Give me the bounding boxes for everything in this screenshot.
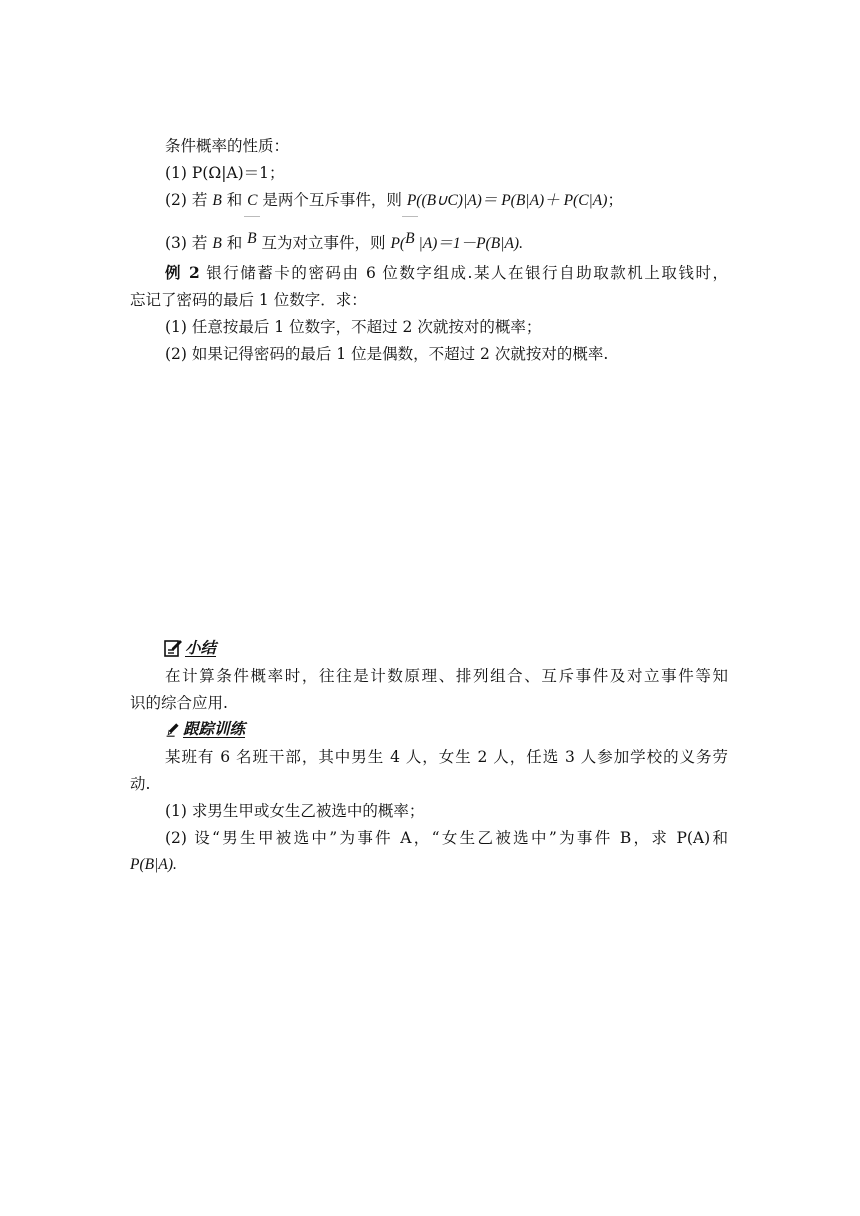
property-heading: 条件概率的性质：: [165, 137, 290, 155]
summary-title: 小结: [185, 638, 217, 657]
practice-title: 跟踪训练: [183, 719, 246, 738]
property-3-rest: |A)＝1－P(B|A).: [414, 235, 523, 252]
practice-line1: 某班有 6 名班干部，其中男生 4 人，女生 2 人，任选 3 人参加学校的义务劳: [165, 748, 728, 766]
overline: [402, 216, 417, 217]
property-2-prefix: (2) 若: [165, 191, 213, 209]
practice-question-2-line2: P(B|A).: [130, 856, 177, 873]
example-2-question-1: (1) 任意按最后 1 位数字，不超过 2 次就按对的概率；: [165, 318, 542, 336]
event-b: B: [212, 235, 222, 252]
pencil-icon: [165, 720, 181, 738]
property-2-mid2: 是两个互斥事件，则: [257, 191, 407, 209]
note-pencil-icon: [163, 638, 183, 658]
example-label: 例 2: [165, 263, 200, 282]
property-2-formula: P((B∪C)|A)＝ P(B|A)＋ P(C|A): [406, 192, 608, 209]
p-open: P(: [390, 235, 406, 252]
summary-line1: 在计算条件概率时，往往是计数原理、排列组合、互斥事件及对立事件等知: [165, 667, 728, 685]
practice-heading: [165, 718, 245, 740]
summary-heading: [163, 637, 216, 659]
practice-question-2-line1: (2) 设“男生甲被选中”为事件 A，“女生乙被选中”为事件 B，求 P(A)和: [165, 829, 728, 847]
complement-b-letter: B: [247, 230, 257, 247]
example-text: 银行储蓄卡的密码由 6 位数字组成.某人在银行自助取款机上取钱时，: [206, 264, 728, 282]
example-2-line2: 忘记了密码的最后 1 位数字．求：: [130, 291, 367, 309]
property-3-mid2: 互为对立事件，则: [256, 234, 391, 252]
practice-question-1: (1) 求男生甲或女生乙被选中的概率；: [165, 802, 425, 820]
example-2-line1: [165, 263, 728, 283]
property-3-prefix: (3) 若: [165, 234, 213, 252]
complement-b: [247, 228, 256, 249]
property-1: (1) P(Ω|A)＝1；: [165, 164, 285, 182]
event-c: C: [247, 192, 258, 209]
summary-line2: 识的综合应用.: [130, 694, 228, 712]
property-3: [165, 230, 523, 254]
example-2-question-2: (2) 如果记得密码的最后 1 位是偶数，不超过 2 次就按对的概率.: [165, 345, 609, 363]
overline: [244, 216, 259, 217]
property-2: [165, 190, 623, 211]
practice-line2: 动.: [130, 775, 151, 793]
property-2-mid1: 和: [221, 191, 248, 209]
event-b: B: [212, 192, 222, 209]
complement-b-2: [405, 228, 414, 249]
complement-b-letter: B: [405, 230, 415, 247]
property-3-mid1: 和: [221, 234, 248, 252]
property-2-end: ；: [607, 191, 623, 209]
